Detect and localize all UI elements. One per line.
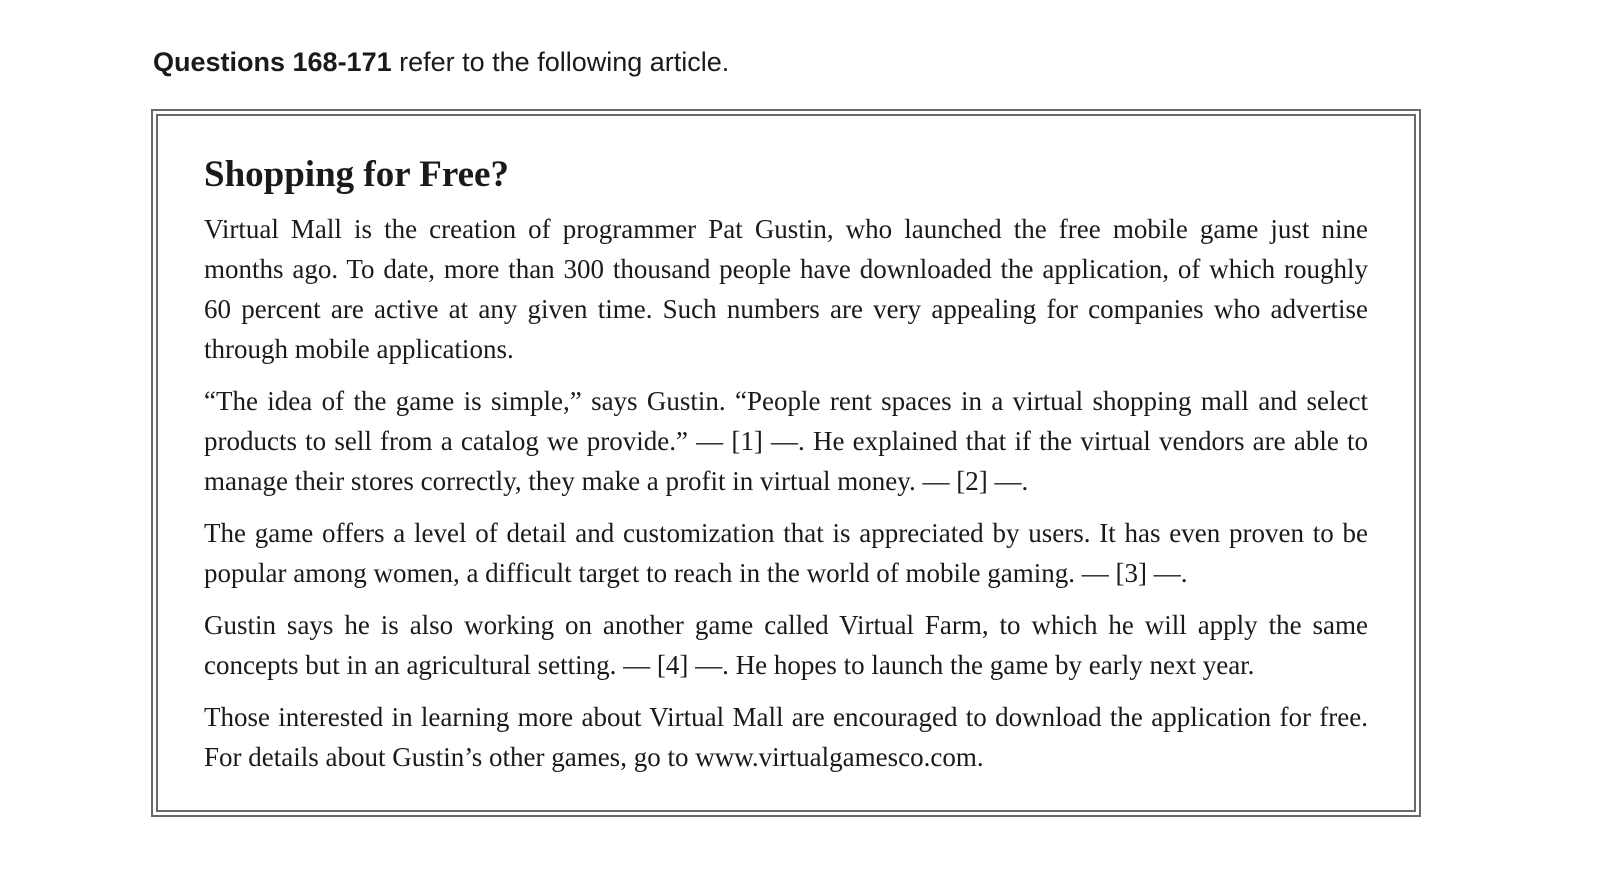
- article-paragraph-1: Virtual Mall is the creation of programmer Pat Gustin, who launched the free mobile game just nine months ago. To date, more than 300 thousand people have downloaded the application, of which roughly 60 percent are active at any given time. Such numbers are very appealing for companies who advertise through mobile applications.: [204, 214, 1368, 364]
- article-inner-border: [156, 114, 1416, 812]
- article-box: [151, 109, 1421, 817]
- question-header: [153, 44, 729, 80]
- article-paragraph-3: The game offers a level of detail and customization that is appreciated by users. It has even proven to be popular among women, a difficult target to reach in the world of mobile gaming. — [3] —.: [204, 518, 1368, 588]
- article-title: Shopping for Free?: [204, 154, 509, 195]
- article-paragraph-5: Those interested in learning more about Virtual Mall are encouraged to download the application for free. For details about Gustin’s other games, go to www.virtualgamesco.com.: [204, 702, 1368, 772]
- article-paragraph-2: “The idea of the game is simple,” says Gustin. “People rent spaces in a virtual shopping mall and select products to sell from a catalog we provide.” — [1] —. He explained that if the virtual vendors are able to manage their stores correctly, they make a profit in virtual money. — [2] —.: [204, 386, 1368, 496]
- article-paragraph-4: Gustin says he is also working on another game called Virtual Farm, to which he will apply the same concepts but in an agricultural setting. — [4] —. He hopes to launch the game by early next year.: [204, 610, 1368, 680]
- question-range: Questions 168-171: [153, 47, 392, 77]
- question-instruction: refer to the following article.: [391, 47, 730, 77]
